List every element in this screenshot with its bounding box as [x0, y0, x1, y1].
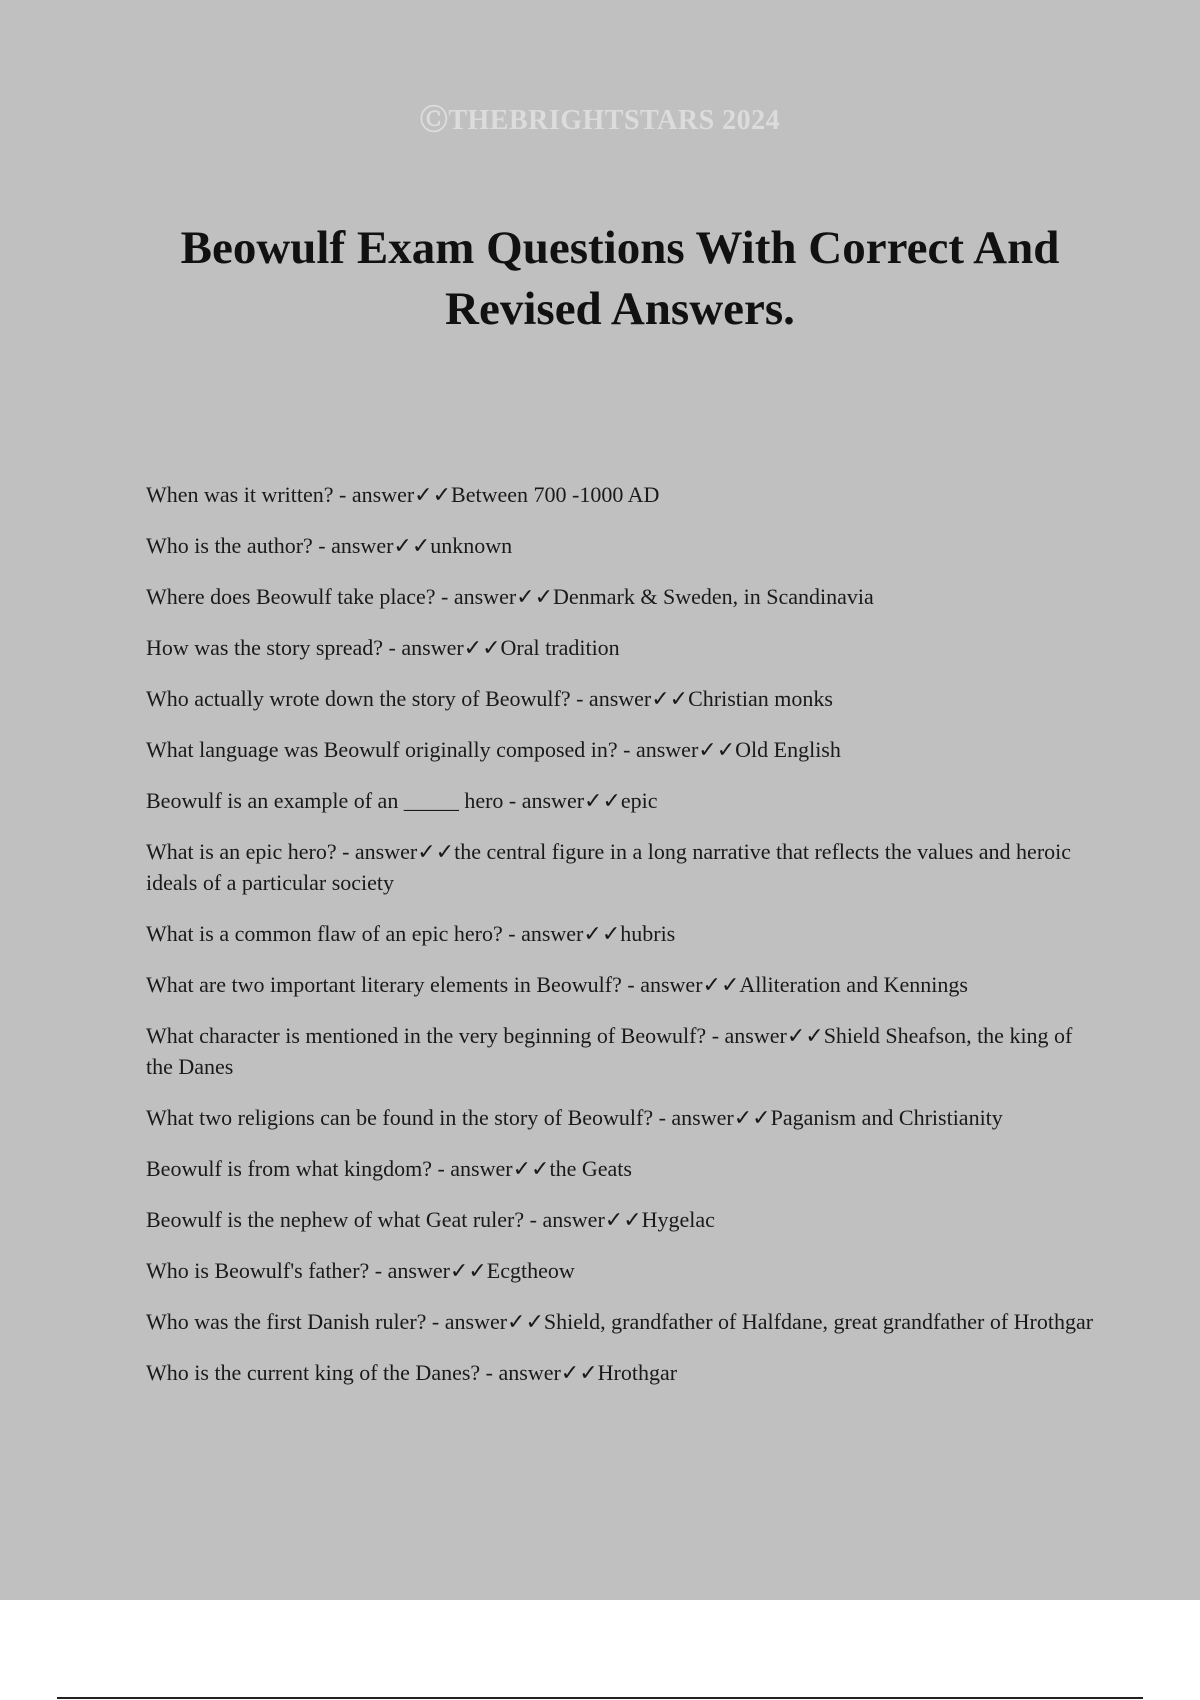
- qa-item: What is an epic hero? - answer✓✓the central figure in a long narrative that reflects the values and heroic ideals of a particular society: [146, 839, 1072, 895]
- qa-list: [146, 479, 1096, 1408]
- qa-item: What language was Beowulf originally composed in? - answer✓✓Old English: [146, 737, 841, 762]
- qa-item: Beowulf is from what kingdom? - answer✓✓the Geats: [146, 1156, 632, 1181]
- qa-item: Who is the author? - answer✓✓unknown: [146, 533, 513, 558]
- qa-item: What is a common flaw of an epic hero? - answer✓✓hubris: [146, 921, 676, 946]
- qa-item: Beowulf is the nephew of what Geat ruler? - answer✓✓Hygelac: [146, 1207, 715, 1232]
- qa-item: Who is the current king of the Danes? - answer✓✓Hrothgar: [146, 1360, 678, 1385]
- page-title: Beowulf Exam Questions With Correct And Revised Answers.: [180, 222, 1060, 335]
- qa-item: Where does Beowulf take place? - answer✓✓Denmark & Sweden, in Scandinavia: [146, 584, 874, 609]
- qa-item: What two religions can be found in the story of Beowulf? - answer✓✓Paganism and Christianity: [146, 1105, 1003, 1130]
- footer-divider: [57, 1697, 1143, 1699]
- qa-item: Who was the first Danish ruler? - answer✓✓Shield, grandfather of Halfdane, great grandfather of Hrothgar: [146, 1309, 1094, 1334]
- qa-item: When was it written? - answer✓✓Between 700 -1000 AD: [146, 482, 660, 507]
- qa-item: How was the story spread? - answer✓✓Oral tradition: [146, 635, 620, 660]
- watermark: ⒸTHEBRIGHTSTARS 2024: [419, 105, 781, 136]
- qa-item: Beowulf is an example of an _____ hero - answer✓✓epic: [146, 788, 658, 813]
- qa-item: What character is mentioned in the very beginning of Beowulf? - answer✓✓Shield Sheafson, the king of the Danes: [146, 1023, 1073, 1079]
- qa-item: Who actually wrote down the story of Beowulf? - answer✓✓Christian monks: [146, 686, 833, 711]
- qa-item: What are two important literary elements in Beowulf? - answer✓✓Alliteration and Kennings: [146, 972, 968, 997]
- qa-item: Who is Beowulf's father? - answer✓✓Ecgtheow: [146, 1258, 575, 1283]
